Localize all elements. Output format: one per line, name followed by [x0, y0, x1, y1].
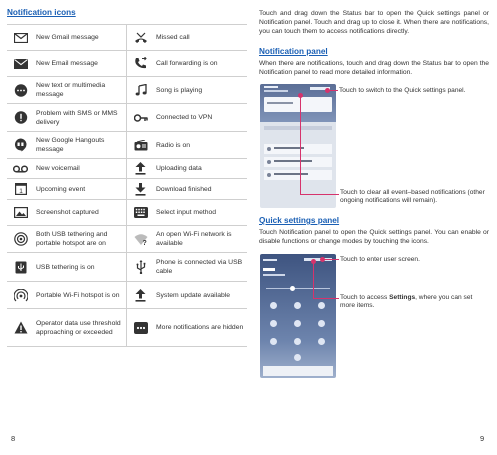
- table-row: [7, 309, 247, 347]
- table-cell: Uploading data: [156, 165, 202, 172]
- usb-hotspot-icon: [7, 232, 34, 246]
- table-row: [7, 77, 247, 104]
- callout-settings: Touch to access Settings, where you can set more items.: [340, 294, 473, 310]
- system-update-icon: [127, 289, 154, 302]
- table-cell: More notifications are hidden: [156, 324, 244, 331]
- callout-switch-quick-settings: Touch to switch to the Quick settings panel.: [339, 87, 466, 94]
- table-row: [7, 132, 247, 159]
- table-cell: Operator data use threshold approaching or exceeded: [36, 319, 121, 336]
- svg-text:?: ?: [142, 239, 147, 246]
- table-cell: Song is playing: [156, 86, 203, 94]
- missed-call-icon: [127, 32, 154, 44]
- wifi-hotspot-icon: [7, 289, 34, 302]
- table-cell: New Email message: [36, 60, 98, 67]
- table-row: [7, 51, 247, 77]
- download-icon: [127, 183, 154, 196]
- callout-line: [328, 90, 338, 91]
- table-cell: New Gmail message: [36, 34, 99, 41]
- table-cell: Screenshot captured: [36, 209, 99, 216]
- callout-user-screen: Touch to enter user screen.: [340, 256, 420, 263]
- notification-panel-title: Notification panel: [259, 47, 328, 56]
- table-cell: Portable Wi-Fi hotspot is on: [36, 291, 120, 299]
- notification-icons-title: Notification icons: [7, 8, 76, 17]
- callout-dot: [298, 93, 303, 98]
- table-cell: USB tethering is on: [36, 263, 95, 271]
- notification-panel-screenshot: [260, 84, 336, 208]
- intro-paragraph: Touch and drag down the Status bar to open the Quick settings panel or Notification panel. Touch and drag up to close it. When there are notifications, you can touch them to access notifications directly.: [259, 10, 489, 36]
- table-cell: Radio is on: [156, 141, 191, 149]
- email-icon: [7, 59, 34, 69]
- callout-dot: [311, 259, 316, 264]
- table-row: [7, 179, 247, 200]
- voicemail-icon: [7, 165, 34, 173]
- usb-cable-icon: [127, 260, 154, 274]
- table-row: [7, 226, 247, 253]
- quick-settings-panel-title: Quick settings panel: [259, 216, 340, 225]
- usb-tethering-icon: [7, 261, 34, 274]
- table-row: [7, 24, 247, 51]
- table-cell: Call forwarding is on: [156, 60, 218, 67]
- open-wifi-icon: [127, 233, 154, 246]
- callout-clear-notifications: Touch to clear all event–based notifications (other ongoing notifications will remain).: [340, 189, 485, 205]
- notification-panel-paragraph: When there are notifications, touch and drag down the Status bar to open the Notification panel to read more detailed information.: [259, 60, 489, 77]
- table-cell: System update available: [156, 291, 231, 299]
- callout-line: [300, 194, 339, 195]
- callout-line: [300, 96, 301, 194]
- more-notifications-icon: [127, 322, 154, 334]
- calendar-icon: [7, 183, 34, 195]
- table-cell: New voicemail: [36, 165, 80, 172]
- table-cell: New text or multimedia message: [36, 82, 106, 98]
- table-cell: An open Wi-Fi network is available: [156, 231, 232, 247]
- callout-line: [323, 259, 339, 260]
- svg-text:1: 1: [18, 188, 23, 195]
- callout-line: [313, 262, 314, 298]
- table-cell: Select input method: [156, 209, 217, 216]
- sms-problem-icon: [7, 111, 34, 124]
- upload-icon: [127, 162, 154, 175]
- table-cell: Both USB tethering and portable hotspot are on: [36, 231, 108, 247]
- table-cell: Phone is connected via USB cable: [156, 259, 243, 275]
- table-cell: Missed call: [156, 34, 190, 41]
- page-number-left: 8: [11, 434, 16, 443]
- callout-line: [313, 298, 339, 299]
- page-number-right: 9: [480, 434, 485, 443]
- text-message-icon: [7, 84, 34, 97]
- song-playing-icon: [127, 84, 154, 96]
- screenshot-icon: [7, 207, 34, 218]
- hangouts-icon: [7, 138, 34, 152]
- notification-icons-table: [7, 24, 247, 347]
- table-cell: New Google Hangouts message: [36, 137, 105, 153]
- radio-icon: [127, 140, 154, 151]
- table-row: [7, 104, 247, 132]
- quick-settings-paragraph: Touch Notification panel to open the Quick settings panel. You can enable or disable functions or change modes by touching the icons.: [259, 229, 489, 246]
- table-row: [7, 200, 247, 226]
- table-cell: Upcoming event: [36, 185, 86, 193]
- call-forwarding-icon: [127, 57, 154, 70]
- vpn-key-icon: [127, 114, 154, 122]
- table-cell: Connected to VPN: [156, 114, 213, 121]
- table-cell: Download finished: [156, 185, 212, 193]
- data-warning-icon: [7, 321, 34, 334]
- table-row: [7, 282, 247, 309]
- keyboard-icon: [127, 207, 154, 218]
- table-row: [7, 159, 247, 179]
- quick-settings-screenshot: [260, 254, 336, 378]
- table-cell: Problem with SMS or MMS delivery: [36, 109, 118, 126]
- table-row: [7, 253, 247, 282]
- gmail-icon: [7, 33, 34, 43]
